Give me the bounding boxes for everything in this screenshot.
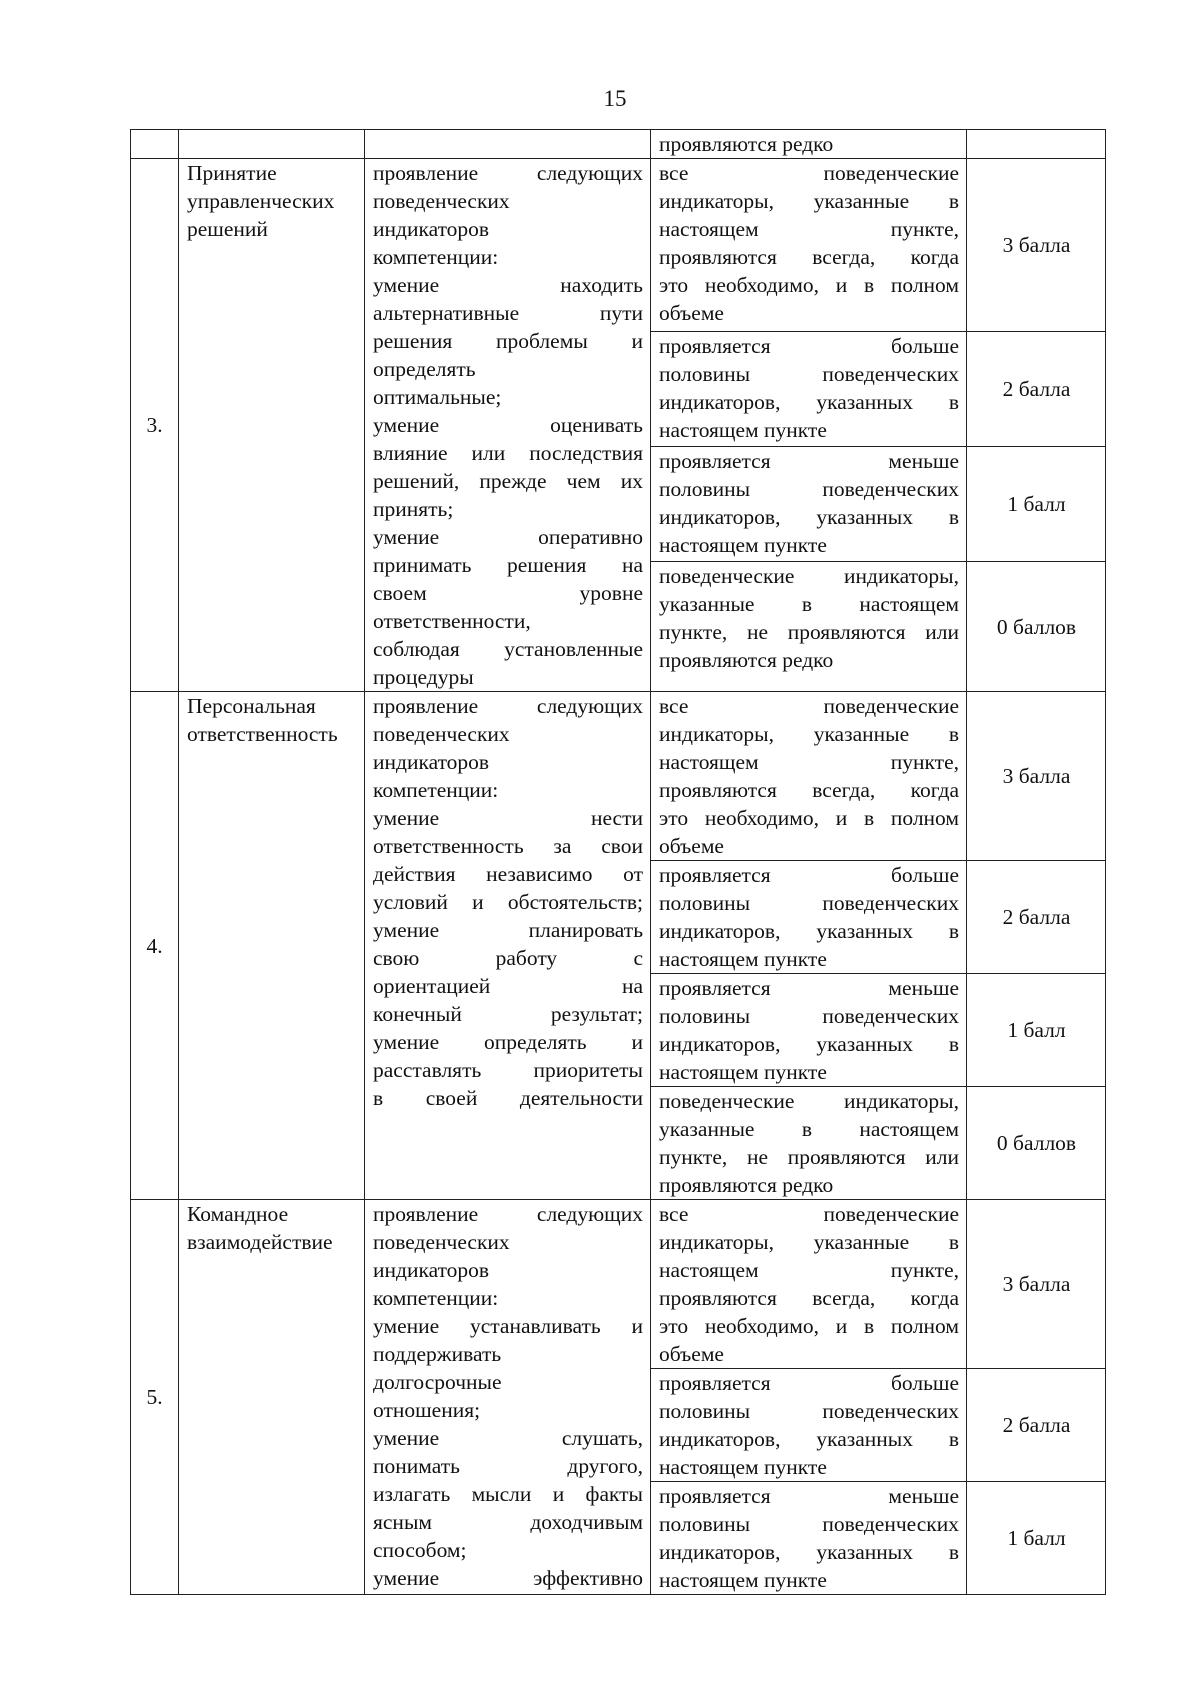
- description-line: индикаторов: [373, 217, 490, 241]
- score-cell: 1 балл: [967, 446, 1106, 561]
- criterion-line: индикаторов, указанных в: [659, 389, 959, 414]
- criterion-line: проявляется меньше: [659, 1484, 959, 1508]
- description-line: принимать решения на: [373, 553, 643, 577]
- table-row: [131, 692, 1106, 861]
- description-line: решений, прежде чем их: [373, 469, 643, 493]
- criterion-line: индикаторов, указанных в: [659, 1032, 959, 1056]
- score-cell: 3 балла: [967, 1200, 1106, 1369]
- criterion-line: половины поведенческих: [659, 476, 959, 501]
- page-number: 15: [603, 86, 627, 111]
- criterion-line: индикаторов, указанных в: [659, 919, 959, 943]
- description-line: индикаторов: [373, 750, 490, 774]
- criterion-line: объеме: [659, 1342, 724, 1366]
- criterion-cell: [651, 974, 967, 1087]
- criterion-line: настоящем пункте,: [659, 217, 959, 241]
- section-number: 3.: [131, 159, 179, 692]
- criterion-line: проявляется больше: [659, 1371, 959, 1395]
- score-cell: 0 баллов: [967, 562, 1106, 692]
- description-line: умение оперативно: [373, 525, 643, 549]
- criterion-line: половины поведенческих: [659, 1004, 959, 1028]
- description-line: умение планировать: [373, 918, 643, 942]
- criterion-line: настоящем пункте: [659, 947, 827, 971]
- criterion-line: настоящем пункте,: [659, 1258, 959, 1282]
- description-line: в своей деятельности: [373, 1086, 643, 1110]
- criterion-line: настоящем пункте: [659, 1568, 827, 1592]
- section-number: 5.: [131, 1200, 179, 1595]
- competency-name-line: ответственность: [187, 722, 338, 746]
- description-line: проявление следующих: [373, 161, 643, 185]
- description-line: процедуры: [373, 665, 474, 689]
- criterion-line: проявляется меньше: [659, 976, 959, 1000]
- criterion-line: индикаторы, указанные в: [659, 1230, 959, 1254]
- score-cell: 3 балла: [967, 159, 1106, 332]
- score-cell: 3 балла: [967, 692, 1106, 861]
- criterion-cell: [651, 861, 967, 974]
- criterion-line: это необходимо, и в полном: [659, 273, 959, 297]
- criterion-cell: [651, 1482, 967, 1595]
- description-line: умение нести: [373, 806, 643, 830]
- criterion-line: все поведенческие: [659, 161, 959, 185]
- criterion-line: поведенческие индикаторы,: [659, 564, 959, 589]
- criterion-line: проявляется больше: [659, 333, 959, 358]
- criterion-cell: [651, 562, 967, 692]
- criterion-line: индикаторы, указанные в: [659, 722, 959, 746]
- competency-name-line: управленческих: [187, 189, 335, 213]
- criterion-line: индикаторы, указанные в: [659, 189, 959, 213]
- criterion-line: проявляются всегда, когда: [659, 778, 959, 802]
- description-cell: [365, 130, 651, 159]
- description-line: поведенческих: [373, 1230, 510, 1254]
- criterion-line: проявляются всегда, когда: [659, 245, 959, 269]
- criterion-line: указанные в настоящем: [659, 592, 959, 617]
- description-line: ответственность за свои: [373, 834, 643, 858]
- description-line: альтернативные пути: [373, 301, 643, 325]
- description-line: умение слушать,: [373, 1426, 643, 1450]
- description-line: понимать другого,: [373, 1454, 643, 1478]
- criterion-line: половины поведенческих: [659, 1512, 959, 1536]
- criterion-line: пункте, не проявляются или: [659, 620, 959, 645]
- criterion-line: проявляются редко: [659, 648, 834, 673]
- description-line: оптимальные;: [373, 385, 502, 409]
- description-line: проявление следующих: [373, 1202, 643, 1226]
- description-line: своем уровне: [373, 581, 643, 605]
- competency-name: [179, 1200, 365, 1595]
- description-line: умение определять и: [373, 1030, 643, 1054]
- description-line: проявление следующих: [373, 694, 643, 718]
- criterion-line: индикаторов, указанных в: [659, 1427, 959, 1451]
- description-line: поддерживать: [373, 1342, 502, 1366]
- criterion-line: пункте, не проявляются или: [659, 1145, 959, 1169]
- description-line: соблюдая установленные: [373, 637, 643, 661]
- criterion-line: половины поведенческих: [659, 891, 959, 915]
- description-line: долгосрочные: [373, 1370, 502, 1394]
- description-line: решения проблемы и: [373, 329, 643, 353]
- description-line: влияние или последствия: [373, 441, 643, 465]
- criterion-cell: [651, 1200, 967, 1369]
- criterion-line: проявляется меньше: [659, 448, 959, 473]
- description-line: умение находить: [373, 273, 643, 297]
- competency-name-line: решений: [187, 217, 268, 241]
- criterion-line: объеме: [659, 834, 724, 858]
- description-line: поведенческих: [373, 722, 510, 746]
- criterion-line: поведенческие индикаторы,: [659, 1089, 959, 1113]
- competency-name-line: Принятие: [187, 161, 277, 185]
- score-cell: 2 балла: [967, 331, 1106, 446]
- criterion-line: все поведенческие: [659, 1202, 959, 1226]
- score-cell: 2 балла: [967, 1369, 1106, 1482]
- criterion-cell: [651, 692, 967, 861]
- num-cell: [131, 130, 179, 159]
- competency-name-line: взаимодействие: [187, 1230, 333, 1254]
- competency-name-line: Персональная: [187, 694, 316, 718]
- criterion-line: половины поведенческих: [659, 361, 959, 386]
- score-cell: 1 балл: [967, 1482, 1106, 1595]
- criterion-text: проявляются редко: [659, 132, 834, 156]
- score-cell: 1 балл: [967, 974, 1106, 1087]
- criterion-cell: [651, 446, 967, 561]
- criterion-line: настоящем пункте: [659, 1060, 827, 1084]
- criterion-cell: [651, 1369, 967, 1482]
- criterion-line: настоящем пункте: [659, 532, 827, 557]
- description-line: компетенции:: [373, 778, 499, 802]
- description-line: ясным доходчивым: [373, 1510, 643, 1534]
- description-line: компетенции:: [373, 1286, 499, 1310]
- description-line: индикаторов: [373, 1258, 490, 1282]
- score-cell: 2 балла: [967, 861, 1106, 974]
- competency-name-line: Командное: [187, 1202, 289, 1226]
- criterion-cell: [651, 130, 967, 159]
- criterion-line: объеме: [659, 301, 724, 325]
- name-cell: [179, 130, 365, 159]
- criterion-line: проявляются редко: [659, 1173, 834, 1197]
- description-line: действия независимо от: [373, 862, 643, 886]
- criterion-line: индикаторов, указанных в: [659, 1540, 959, 1564]
- description-line: отношения;: [373, 1398, 481, 1422]
- criterion-line: все поведенческие: [659, 694, 959, 718]
- score-cell: [967, 130, 1106, 159]
- criterion-line: настоящем пункте: [659, 417, 827, 442]
- description-line: способом;: [373, 1538, 467, 1562]
- criterion-line: индикаторов, указанных в: [659, 504, 959, 529]
- description-line: излагать мысли и факты: [373, 1482, 643, 1506]
- competency-name: [179, 159, 365, 692]
- description-line: определять: [373, 357, 476, 381]
- competency-description: [365, 1200, 651, 1595]
- competency-description: [365, 692, 651, 1200]
- description-line: условий и обстоятельств;: [373, 890, 643, 914]
- description-line: умение устанавливать и: [373, 1314, 643, 1338]
- criterion-line: проявляется больше: [659, 863, 959, 887]
- description-line: конечный результат;: [373, 1002, 643, 1026]
- description-line: поведенческих: [373, 189, 510, 213]
- section-number: 4.: [131, 692, 179, 1200]
- description-line: расставлять приоритеты: [373, 1058, 643, 1082]
- criterion-line: это необходимо, и в полном: [659, 806, 959, 830]
- description-line: ответственности,: [373, 609, 531, 633]
- description-line: свою работу с: [373, 946, 643, 970]
- competency-name: [179, 692, 365, 1200]
- criterion-cell: [651, 331, 967, 446]
- competency-table: [130, 129, 1106, 1595]
- criterion-line: настоящем пункте: [659, 1455, 827, 1479]
- score-cell: 0 баллов: [967, 1087, 1106, 1200]
- description-line: ориентацией на: [373, 974, 643, 998]
- description-line: умение эффективно: [373, 1566, 643, 1590]
- competency-description: [365, 159, 651, 692]
- criterion-line: проявляются всегда, когда: [659, 1286, 959, 1310]
- criterion-line: указанные в настоящем: [659, 1117, 959, 1141]
- criterion-line: половины поведенческих: [659, 1399, 959, 1423]
- description-line: умение оценивать: [373, 413, 643, 437]
- table-row: [131, 1200, 1106, 1369]
- criterion-line: это необходимо, и в полном: [659, 1314, 959, 1338]
- description-line: принять;: [373, 497, 454, 521]
- continuation-row: [131, 130, 1106, 159]
- table-row: [131, 159, 1106, 332]
- criterion-line: настоящем пункте,: [659, 750, 959, 774]
- criterion-cell: [651, 159, 967, 332]
- criterion-cell: [651, 1087, 967, 1200]
- description-line: компетенции:: [373, 245, 499, 269]
